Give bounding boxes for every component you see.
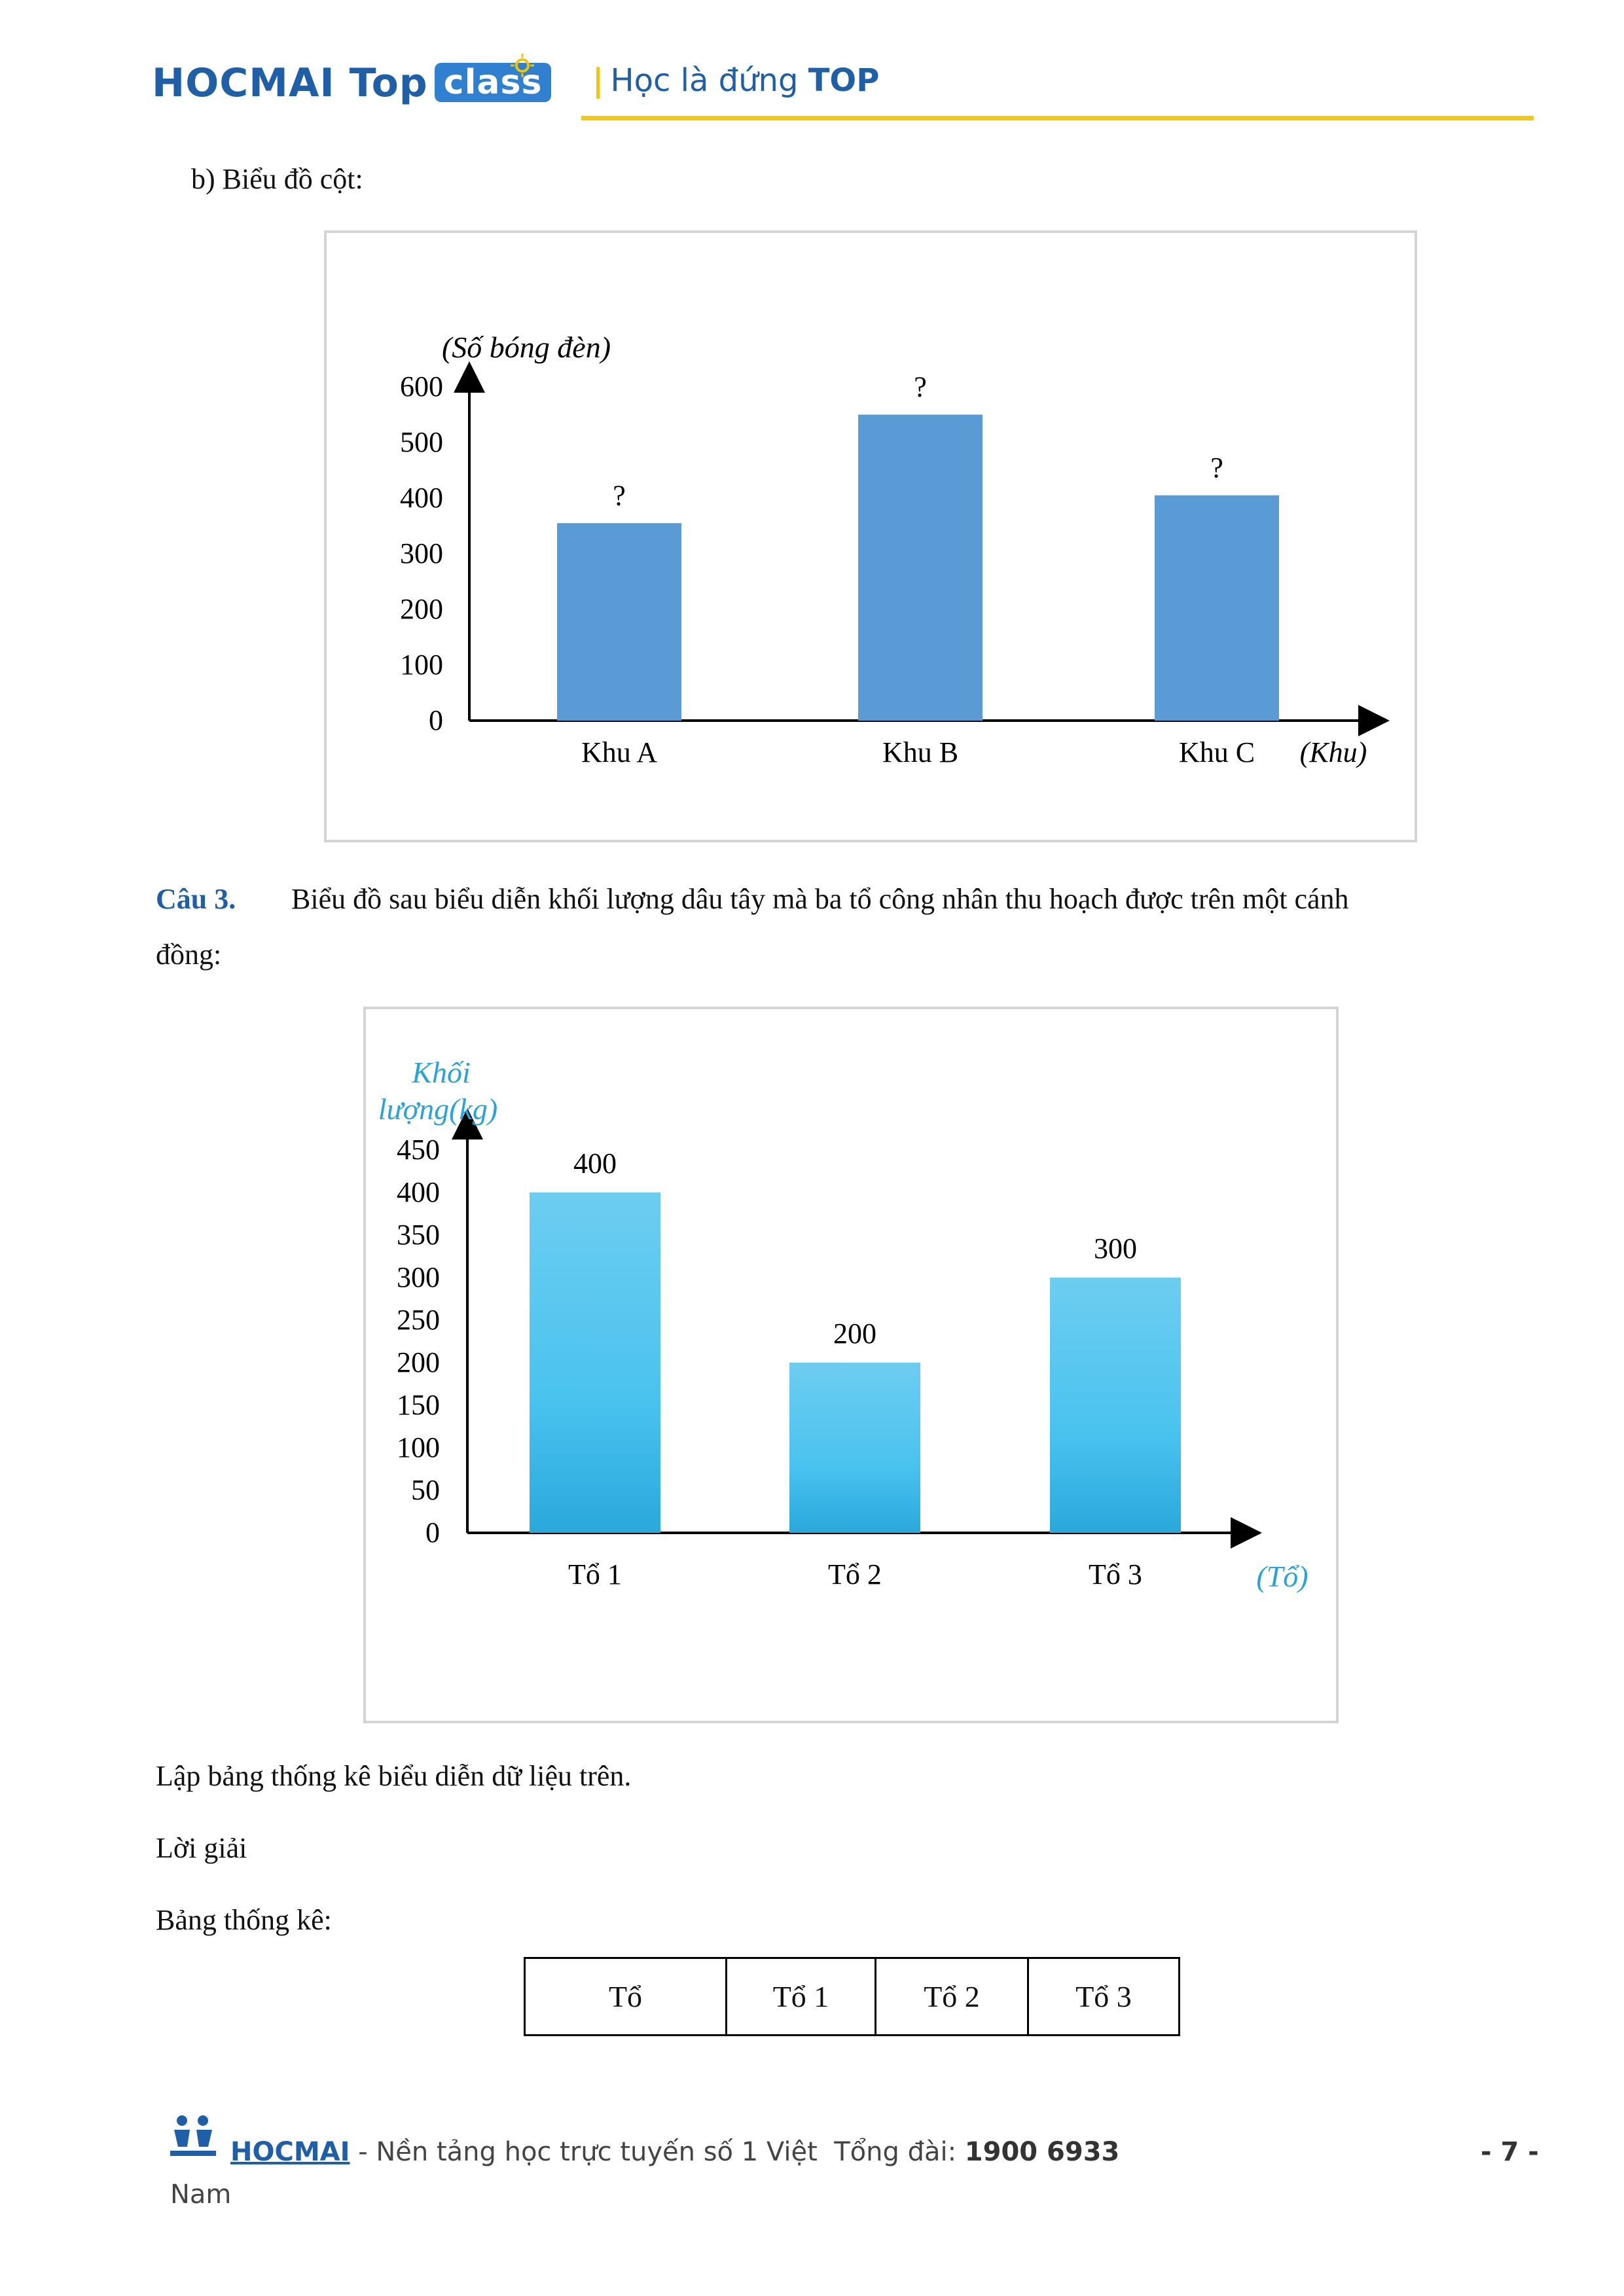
header-divider	[581, 116, 1534, 120]
footer-tagline: - Nền tảng học trực tuyến số 1 Việt	[350, 2137, 818, 2167]
bar	[1155, 495, 1279, 721]
page-number: - 7 -	[1481, 2137, 1539, 2167]
bar	[858, 415, 983, 721]
y-tick-label: 250	[397, 1304, 440, 1336]
slogan: | Học là đứng TOP	[592, 62, 880, 99]
brand-class: class	[435, 63, 552, 102]
section-b-label: b) Biểu đồ cột:	[191, 163, 363, 195]
x-tick-label: Khu C	[1178, 736, 1255, 768]
x-tick-label: Tổ 1	[568, 1558, 622, 1590]
sun-icon	[511, 54, 534, 77]
footer-hotline-label: Tổng đài:	[834, 2137, 965, 2167]
y-tick-label: 600	[400, 370, 443, 403]
y-tick-label: 500	[400, 426, 443, 458]
brand-logo	[152, 60, 551, 106]
statistics-table	[524, 1957, 1180, 2036]
footer-line	[230, 2137, 1119, 2167]
brand-main: HOCMAI Top	[152, 60, 428, 106]
y-axis-label-line1: Khối	[412, 1056, 471, 1089]
y-tick-label: 200	[397, 1346, 440, 1378]
bar-data-label: ?	[1210, 451, 1223, 484]
bar-data-label: 400	[573, 1147, 617, 1179]
instruction-text: Lập bảng thống kê biểu diễn dữ liệu trên.	[156, 1760, 632, 1792]
question-number: Câu 3.	[156, 883, 236, 915]
y-tick-label: 450	[397, 1134, 440, 1166]
y-tick-label: 350	[397, 1219, 440, 1251]
bar	[1050, 1278, 1181, 1533]
table-cell: Tổ 3	[1028, 1958, 1180, 2036]
x-tick-label: Khu B	[882, 736, 959, 768]
hocmai-logo-icon	[169, 2114, 217, 2157]
bar-data-label: 300	[1094, 1232, 1137, 1265]
x-tick-label: Tổ 2	[828, 1558, 882, 1590]
bar-data-label: ?	[613, 479, 626, 512]
table-cell: Tổ 2	[876, 1958, 1028, 2036]
x-tick-label: Tổ 3	[1089, 1558, 1142, 1590]
y-tick-label: 50	[411, 1474, 440, 1506]
bar	[530, 1193, 660, 1533]
y-tick-label: 100	[397, 1431, 440, 1463]
footer-brand-link[interactable]: HOCMAI	[230, 2137, 350, 2167]
chart-frame-lightbulbs	[324, 230, 1417, 842]
y-tick-label: 400	[397, 1176, 440, 1208]
slogan-prefix: Học là đứng	[610, 62, 808, 99]
y-tick-label: 150	[397, 1389, 440, 1421]
table-cell: Tổ	[525, 1958, 727, 2036]
solution-label: Lời giải	[156, 1832, 247, 1864]
x-axis-label: (Tổ)	[1256, 1560, 1308, 1593]
bar-data-label: ?	[914, 370, 927, 403]
y-tick-label: 0	[429, 704, 443, 736]
y-tick-label: 300	[400, 537, 443, 569]
y-tick-label: 400	[400, 482, 443, 514]
table-label: Bảng thống kê:	[156, 1904, 332, 1936]
bar	[789, 1363, 920, 1533]
slogan-bold: TOP	[808, 62, 880, 99]
bar	[557, 523, 681, 721]
question-text-line1: Biểu đồ sau biểu diễn khối lượng dâu tây mà ba tổ công nhân thu hoạch được trên một cánh	[291, 883, 1349, 915]
y-tick-label: 300	[397, 1261, 440, 1293]
table-cell: Tổ 1	[727, 1958, 876, 2036]
bar-data-label: 200	[833, 1318, 876, 1350]
y-tick-label: 0	[425, 1516, 440, 1549]
y-tick-label: 100	[400, 649, 443, 681]
chart-strawberries	[366, 1009, 1341, 1726]
table-row	[525, 1958, 1180, 2036]
y-axis-label-line2: lượng(kg)	[378, 1092, 498, 1126]
footer-line2: Nam	[170, 2179, 232, 2210]
chart-lightbulbs	[327, 233, 1420, 845]
footer-hotline: 1900 6933	[964, 2137, 1120, 2167]
x-axis-label: (Khu)	[1299, 736, 1367, 768]
y-tick-label: 200	[400, 593, 443, 625]
y-axis-label: (Số bóng đèn)	[441, 331, 611, 364]
chart-frame-strawberries	[363, 1007, 1339, 1723]
x-tick-label: Khu A	[581, 736, 658, 768]
question-text-line2: đồng:	[156, 939, 222, 971]
